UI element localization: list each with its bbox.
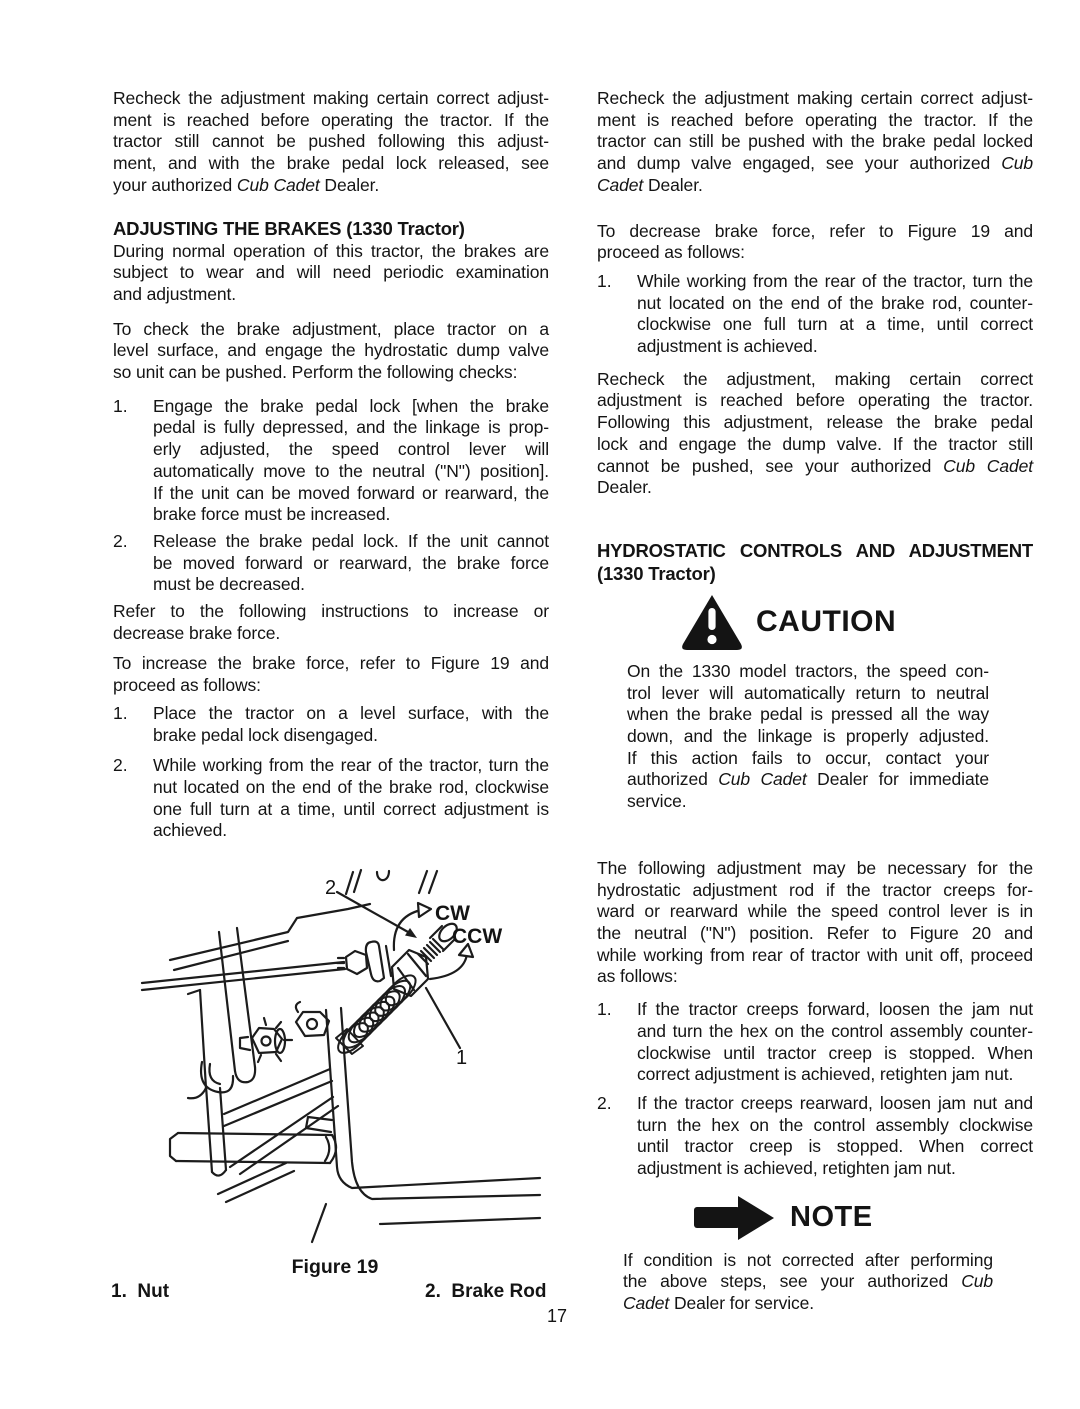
caution-paragraph: On the 1330 model tractors, the speed con- trol lever will automatically return to neutral when the brake pedal is pressed all the way down, and the linkage is properly adjusted. If this action fails to occur, contact your authorized Cub Cadet Dealer for immediate service.: [627, 660, 989, 812]
list-item-text: Release the brake pedal lock. If the unit cannot be moved forward or rearward, the brake force must be decreased.: [153, 530, 549, 595]
spring-coil: [333, 971, 420, 1058]
list-item: [113, 755, 549, 842]
list-item-text: While working from the rear of the tractor, turn the nut located on the end of the brake rod, clockwise one full turn at a time, until correct adjustment is achieved.: [153, 755, 549, 841]
paragraph: To check the brake adjustment, place tractor on a level surface, and engage the hydrostatic dump valve so unit can be pushed. Perform the following checks:: [113, 318, 549, 383]
paragraph: Refer to the following instructions to increase or decrease brake force.: [113, 601, 549, 643]
list-number: 1.: [597, 270, 612, 291]
list-item: [597, 1093, 1033, 1180]
caution-banner: [680, 593, 1033, 651]
list-number: 1.: [113, 395, 128, 416]
list-item: [597, 999, 1033, 1086]
paragraph: To increase the brake force, refer to Figure 19 and proceed as follows:: [113, 653, 549, 696]
list-item: [113, 703, 549, 746]
linkage-rod: [142, 942, 391, 991]
right-column: [597, 88, 1033, 1315]
list-item-text: While working from the rear of the tractor, turn the nut located on the end of the brake rod, counter- clockwise one full turn at a time, until correct adjustment is achieved.: [637, 270, 1033, 357]
list-item-text: If the tractor creeps rearward, loosen jam nut and turn the hex on the control assembly clockwise until tractor creep is stopped. When correct adjustment is achieved, retighten jam nut.: [637, 1092, 1033, 1179]
caution-label: CAUTION: [756, 604, 897, 638]
leader-line-2: [337, 892, 417, 938]
section-heading-hydrostatic-controls: HYDROSTATIC CONTROLS AND ADJUSTMENT (1330 Tractor): [597, 539, 1033, 584]
paragraph: To decrease brake force, refer to Figure 19 and proceed as follows:: [597, 220, 1033, 263]
list-item-text: Engage the brake pedal lock [when the brake pedal is fully depressed, and the linkage is prop- erly adjusted, the speed control lever will automatically move to the neutral ("N") position]. If the unit can be moved forward or rearward, the brake force must be increased.: [153, 395, 549, 525]
list-number: 1.: [113, 702, 128, 723]
partial-machine-lines: [346, 870, 437, 894]
note-arrow-icon: [692, 1194, 776, 1242]
list-item: [113, 396, 549, 526]
paragraph: Recheck the adjustment making certain correct adjust- ment is reached before operating the tractor. If the tractor still cannot be pushed following this adjust- ment, and with the brake pedal lock released, see your authorized Cub Cadet Dealer.: [113, 88, 549, 195]
bracket-nut: [296, 1002, 329, 1036]
pivot-bolt: [240, 1018, 292, 1062]
list-item: [597, 271, 1033, 358]
figure-callout-nut: 1. Nut: [111, 1281, 170, 1302]
note-label: NOTE: [790, 1201, 873, 1234]
note-paragraph: If condition is not corrected after performing the above steps, see your authorized Cub Cadet Dealer for service.: [623, 1249, 993, 1314]
caution-triangle-icon: [680, 593, 744, 651]
figure-label-2: 2: [325, 877, 337, 899]
figure-callout-brake-rod: 2. Brake Rod: [425, 1281, 547, 1302]
page-number: 17: [547, 1306, 568, 1326]
paragraph: During normal operation of this tractor, the brakes are subject to wear and will need periodic examination and adjustment.: [113, 240, 549, 304]
paragraph: Recheck the adjustment, making certain correct adjustment is reached before operating the tractor. Following this adjustment, release the brake pedal lock and engage the dump valve. If the tractor still cannot be pushed, see your authorized Cub Cadet Dealer.: [597, 368, 1034, 498]
list-number: 2.: [113, 755, 128, 776]
list-number: 2.: [113, 530, 128, 551]
paragraph: Recheck the adjustment making certain correct adjust- ment is reached before operating the tractor. If the tractor can still be pushed with the brake pedal locked and dump valve engaged, see your authorized Cub Cadet Dealer.: [597, 88, 1033, 195]
list-item-text: If the tractor creeps forward, loosen the jam nut and turn the hex on the control assembly counter- clockwise until tractor creep is stopped. When correct adjustment is achieved, retighten jam nut.: [637, 999, 1033, 1085]
figure-label-ccw: CCW: [452, 925, 503, 948]
section-heading-adjusting-brakes: ADJUSTING THE BRAKES (1330 Tractor): [113, 217, 465, 239]
figure-caption: Figure 19: [291, 1256, 379, 1278]
figure-label-1: 1: [456, 1047, 468, 1069]
paragraph: The following adjustment may be necessary for the hydrostatic adjustment rod if the tractor creeps for- ward or rearward while the speed control lever is in the neutral ("N") position. Refer to Figure 20 and while working from rear of tractor with unit off, proceed as follows:: [597, 857, 1033, 987]
figure-19-drawing: [140, 862, 570, 1262]
list-item: [113, 531, 549, 596]
cross-shaft: [170, 1133, 336, 1163]
list-number: 1.: [597, 999, 612, 1020]
leader-line-1: [426, 988, 460, 1048]
left-column: [113, 88, 549, 842]
note-banner: [692, 1194, 1033, 1242]
list-number: 2.: [597, 1092, 612, 1113]
list-item-text: Place the tractor on a level surface, with the brake pedal lock disengaged.: [153, 702, 549, 745]
figure-label-cw: CW: [435, 902, 470, 925]
